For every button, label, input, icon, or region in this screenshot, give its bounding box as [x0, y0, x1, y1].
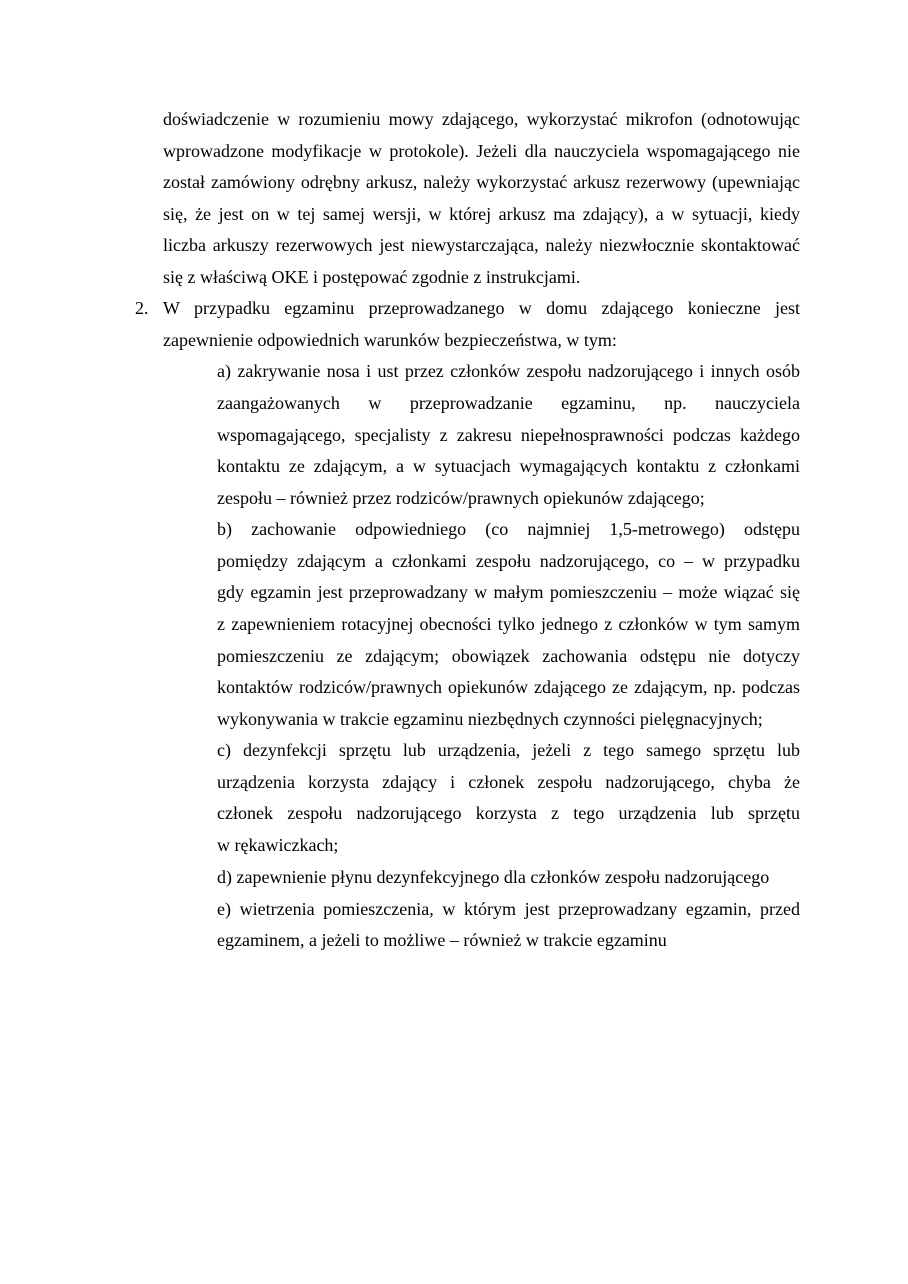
text-line: b) zachowanie odpowiedniego (co najmniej 1,5-metrowego) odstępu — [217, 519, 800, 539]
text-line: kontaktów rodziców/prawnych opiekunów zdającego ze zdającym, np. podczas — [217, 677, 800, 697]
text-line: pomiędzy zdającym a członkami zespołu nadzorującego, co – w przypadku — [217, 551, 800, 571]
text-line: gdy egzamin jest przeprowadzany w małym pomieszczeniu – może wiązać się — [217, 582, 800, 602]
text-line: zespołu – również przez rodziców/prawnych opiekunów zdającego; — [217, 488, 705, 508]
text-line: się z właściwą OKE i postępować zgodnie z instrukcjami. — [163, 267, 581, 287]
text-line: c) dezynfekcji sprzętu lub urządzenia, jeżeli z tego samego sprzętu lub — [217, 740, 800, 760]
text-line: e) wietrzenia pomieszczenia, w którym jest przeprowadzany egzamin, przed — [217, 899, 800, 919]
text-line: kontaktu ze zdającym, a w sytuacjach wymagających kontaktu z członkami — [217, 456, 800, 476]
text-line: z zapewnieniem rotacyjnej obecności tylko jednego z członków w tym samym — [217, 614, 800, 634]
text-line: a) zakrywanie nosa i ust przez członków zespołu nadzorującego i innych osób — [217, 361, 800, 381]
text-line: zapewnienie odpowiednich warunków bezpieczeństwa, w tym: — [163, 330, 617, 350]
text-line: pomieszczeniu ze zdającym; obowiązek zachowania odstępu nie dotyczy — [217, 646, 800, 666]
text-line: w rękawiczkach; — [217, 835, 339, 855]
text-line: wspomagającego, specjalisty z zakresu niepełnosprawności podczas każdego — [217, 425, 800, 445]
text-line: zaangażowanych w przeprowadzanie egzaminu, np. nauczyciela — [217, 393, 800, 413]
text-line: urządzenia korzysta zdający i członek zespołu nadzorującego, chyba że — [217, 772, 800, 792]
text-line: wprowadzone modyfikacje w protokole). Jeżeli dla nauczyciela wspomagającego nie — [163, 141, 800, 161]
text-line: W przypadku egzaminu przeprowadzanego w domu zdającego konieczne jest — [163, 298, 800, 318]
text-line: doświadczenie w rozumieniu mowy zdającego, wykorzystać mikrofon (odnotowując — [163, 109, 800, 129]
text-line: liczba arkuszy rezerwowych jest niewystarczająca, należy niezwłocznie skontaktować — [163, 235, 800, 255]
text-line: został zamówiony odrębny arkusz, należy wykorzystać arkusz rezerwowy (upewniając — [163, 172, 800, 192]
text-line: egzaminem, a jeżeli to możliwe – również w trakcie egzaminu — [217, 930, 667, 950]
text-line: członek zespołu nadzorującego korzysta z tego urządzenia lub sprzętu — [217, 803, 800, 823]
text-line: się, że jest on w tej samej wersji, w której arkusz ma zdający), a w sytuacji, kiedy — [163, 204, 800, 224]
list-number: 2. — [135, 298, 149, 318]
text-line: wykonywania w trakcie egzaminu niezbędnych czynności pielęgnacyjnych; — [217, 709, 763, 729]
text-line: d) zapewnienie płynu dezynfekcyjnego dla członków zespołu nadzorującego — [217, 867, 770, 887]
